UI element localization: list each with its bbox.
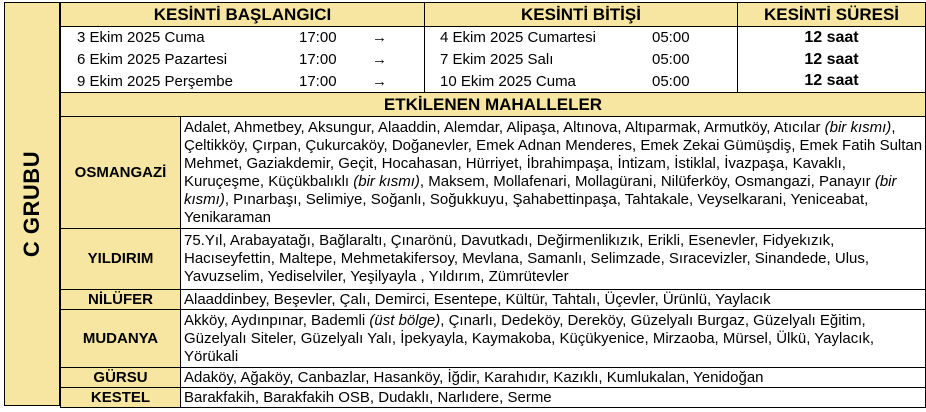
neighborhood-list bbox=[181, 368, 926, 388]
header-duration: KESİNTİ SÜRESİ bbox=[738, 3, 926, 27]
district-row bbox=[61, 117, 926, 229]
start-time: 17:00 bbox=[299, 72, 337, 90]
start-time: 17:00 bbox=[299, 50, 337, 68]
arrow-icon: → bbox=[372, 50, 387, 68]
neighborhood-text: 75.Yıl, Arabayatağı, Bağlaraltı, Çınarönü, Davutkadı, Değirmenlikızık, Erikli, Esenevler, Fidyekızık, Hacıseyfettin, Maltepe, Mehmetakifersoy, Mevlana, Samanlı, Selimzade, Sıracevizler, Sinandede, Ulus, Yavuzselim, Yediselviler, Yeşilyayla , Yıldırım, Zümrütevler bbox=[184, 232, 870, 285]
duration-value: 12 saat bbox=[738, 71, 926, 93]
end-date: 10 Ekim 2025 Cuma bbox=[440, 72, 576, 90]
partial-note: (üst bölge) bbox=[369, 311, 441, 329]
neighborhood-list bbox=[181, 290, 926, 310]
duration-value: 12 saat bbox=[738, 49, 926, 71]
end-time: 05:00 bbox=[652, 72, 690, 90]
neighborhood-list bbox=[181, 310, 926, 368]
header-start: KESİNTİ BAŞLANGICI bbox=[61, 3, 425, 27]
group-label-cell bbox=[4, 2, 60, 406]
start-date: 9 Ekim 2025 Perşembe bbox=[77, 72, 233, 90]
affected-title: ETKİLENEN MAHALLELER bbox=[61, 93, 926, 117]
neighborhood-text: Alaaddinbey, Beşevler, Çalı, Demirci, Esentepe, Kültür, Tahtalı, Üçevler, Ürünlü, Yaylacık bbox=[184, 290, 771, 308]
neighborhood-text: Adaköy, Ağaköy, Canbazlar, Hasanköy, İğdir, Karahıdır, Kazıklı, Kumlukalan, Yenidoğan bbox=[184, 368, 764, 386]
start-time: 17:00 bbox=[299, 29, 337, 46]
neighborhood-text: , Çeltikköy, Çırpan, Çukurcaköy, Doğanevler, Emek Adnan Menderes, Emek Zekai Gümüşdiş, Emek Fatih Sultan Mehmet, Gaziakdemir, Geçit, Hocahasan, Hürriyet, İbrahimpaşa, İntizam, İstiklal, İvazpaşa, Kavaklı, Kuruçeşme, Küçükbalıklı bbox=[184, 118, 923, 190]
district-name: YILDIRIM bbox=[61, 229, 181, 290]
partial-note: (bir kısmı) bbox=[184, 172, 897, 208]
neighborhood-text: Akköy, Aydınpınar, Bademli bbox=[184, 311, 370, 329]
district-row bbox=[61, 310, 926, 368]
duration-value: 12 saat bbox=[738, 27, 926, 49]
district-name: KESTEL bbox=[61, 388, 181, 408]
district-name: NİLÜFER bbox=[61, 290, 181, 310]
end-time: 05:00 bbox=[652, 50, 690, 68]
neighborhood-text: , Çınarlı, Dedeköy, Dereköy, Güzelyalı Burgaz, Güzelyalı Eğitim, Güzelyalı Siteler, Güzelyalı Yalı, İpekyayla, Kaymakoba, Küçükyenice, Mirzaoba, Mürsel, Ülkü, Yaylacık, Yörükali bbox=[184, 311, 875, 365]
end-date: 4 Ekim 2025 Cumartesi bbox=[440, 29, 596, 46]
outage-row bbox=[61, 27, 926, 49]
outage-row bbox=[61, 71, 926, 93]
neighborhood-text: Barakfakih, Barakfakih OSB, Dudaklı, Narlıdere, Serme bbox=[184, 388, 552, 406]
district-name: OSMANGAZİ bbox=[61, 117, 181, 229]
neighborhood-text: Adalet, Ahmetbey, Aksungur, Alaaddin, Alemdar, Alipaşa, Altınova, Altıparmak, Armutköy, Atıcılar bbox=[184, 118, 825, 136]
district-row bbox=[61, 368, 926, 388]
arrow-icon: → bbox=[372, 72, 387, 90]
end-date: 7 Ekim 2025 Salı bbox=[440, 50, 554, 68]
district-name: MUDANYA bbox=[61, 310, 181, 368]
start-date: 3 Ekim 2025 Cuma bbox=[77, 29, 205, 46]
group-label: C GRUBU bbox=[19, 150, 45, 258]
partial-note: (bir kısmı) bbox=[353, 172, 420, 190]
neighborhood-text: , Pınarbaşı, Selimiye, Soğanlı, Soğukkuyu, Şahabettinpaşa, Tahtakale, Veyselkarani, Yeniceabat, Yenikaraman bbox=[184, 190, 869, 226]
district-name: GÜRSU bbox=[61, 368, 181, 388]
partial-note: (bir kısmı) bbox=[824, 118, 892, 136]
neighborhood-list bbox=[181, 117, 926, 229]
district-row bbox=[61, 290, 926, 310]
end-time: 05:00 bbox=[652, 29, 690, 46]
start-date: 6 Ekim 2025 Pazartesi bbox=[77, 50, 228, 68]
header-end: KESİNTİ BİTİŞİ bbox=[425, 3, 738, 27]
district-row bbox=[61, 229, 926, 290]
neighborhood-text: , Maksem, Mollafenari, Mollagürani, Nilüferköy, Osmangazi, Panayır bbox=[419, 172, 875, 190]
schedule-table bbox=[60, 2, 926, 408]
outage-row bbox=[61, 49, 926, 71]
district-row bbox=[61, 388, 926, 408]
neighborhood-list bbox=[181, 229, 926, 290]
arrow-icon: → bbox=[372, 29, 387, 46]
neighborhood-list bbox=[181, 388, 926, 408]
